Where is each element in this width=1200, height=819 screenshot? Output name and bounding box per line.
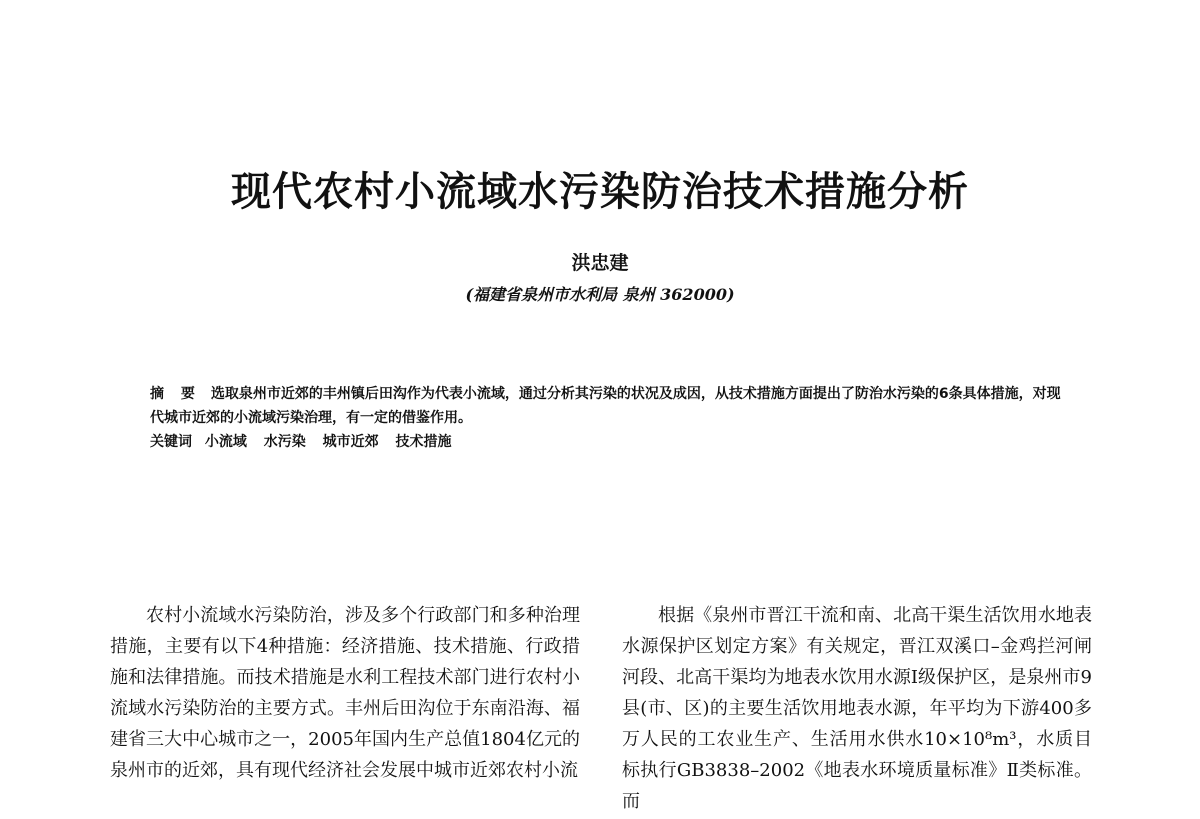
keywords-label: 关键词	[150, 434, 192, 450]
abstract-block	[150, 382, 1070, 454]
abstract-section	[150, 382, 1070, 430]
body-paragraph: 农村小流域水污染防治，涉及多个行政部门和多种治理措施，主要有以下4种措施：经济措施、技术措施、行政措施和法律措施。而技术措施是水利工程技术部门进行农村小流域水污染防治的主要方式。丰州后田沟位于东南沿海、福建省三大中心城市之一，2005年国内生产总值1804亿元的泉州市的近郊，具有现代经济社会发展中城市近郊农村小流	[110, 605, 580, 781]
keyword: 水污染	[263, 434, 306, 450]
body-paragraph: 根据《泉州市晋江干流和南、北高干渠生活饮用水地表水源保护区划定方案》有关规定，晋江双溪口–金鸡拦河闸河段、北高干渠均为地表水饮用水源Ⅰ级保护区，是泉州市9县(市、区)的主要生活饮用地表水源，年平均为下游400多万人民的工农业生产、生活用水供水10×10⁸m³，水质目标执行GB3838–2002《地表水环境质量标准》Ⅱ类标准。而	[622, 605, 1092, 812]
author-name: 洪忠建	[571, 252, 629, 274]
body-column-right	[622, 600, 1092, 817]
keywords-section	[150, 430, 1070, 454]
abstract-label: 摘 要	[150, 386, 201, 402]
keyword: 城市近郊	[322, 434, 379, 450]
body-column-left	[110, 600, 580, 786]
abstract-text: 选取泉州市近郊的丰州镇后田沟作为代表小流域，通过分析其污染的状况及成因，从技术措施方面提出了防治水污染的6条具体措施，对现代城市近郊的小流域污染治理，有一定的借鉴作用。	[150, 386, 1061, 426]
paper-title: 现代农村小流域水污染防治技术措施分析	[231, 168, 969, 215]
keyword: 技术措施	[395, 434, 452, 450]
author-affiliation: (福建省泉州市水利局 泉州 362000)	[465, 285, 735, 304]
keyword: 小流域	[204, 434, 247, 450]
